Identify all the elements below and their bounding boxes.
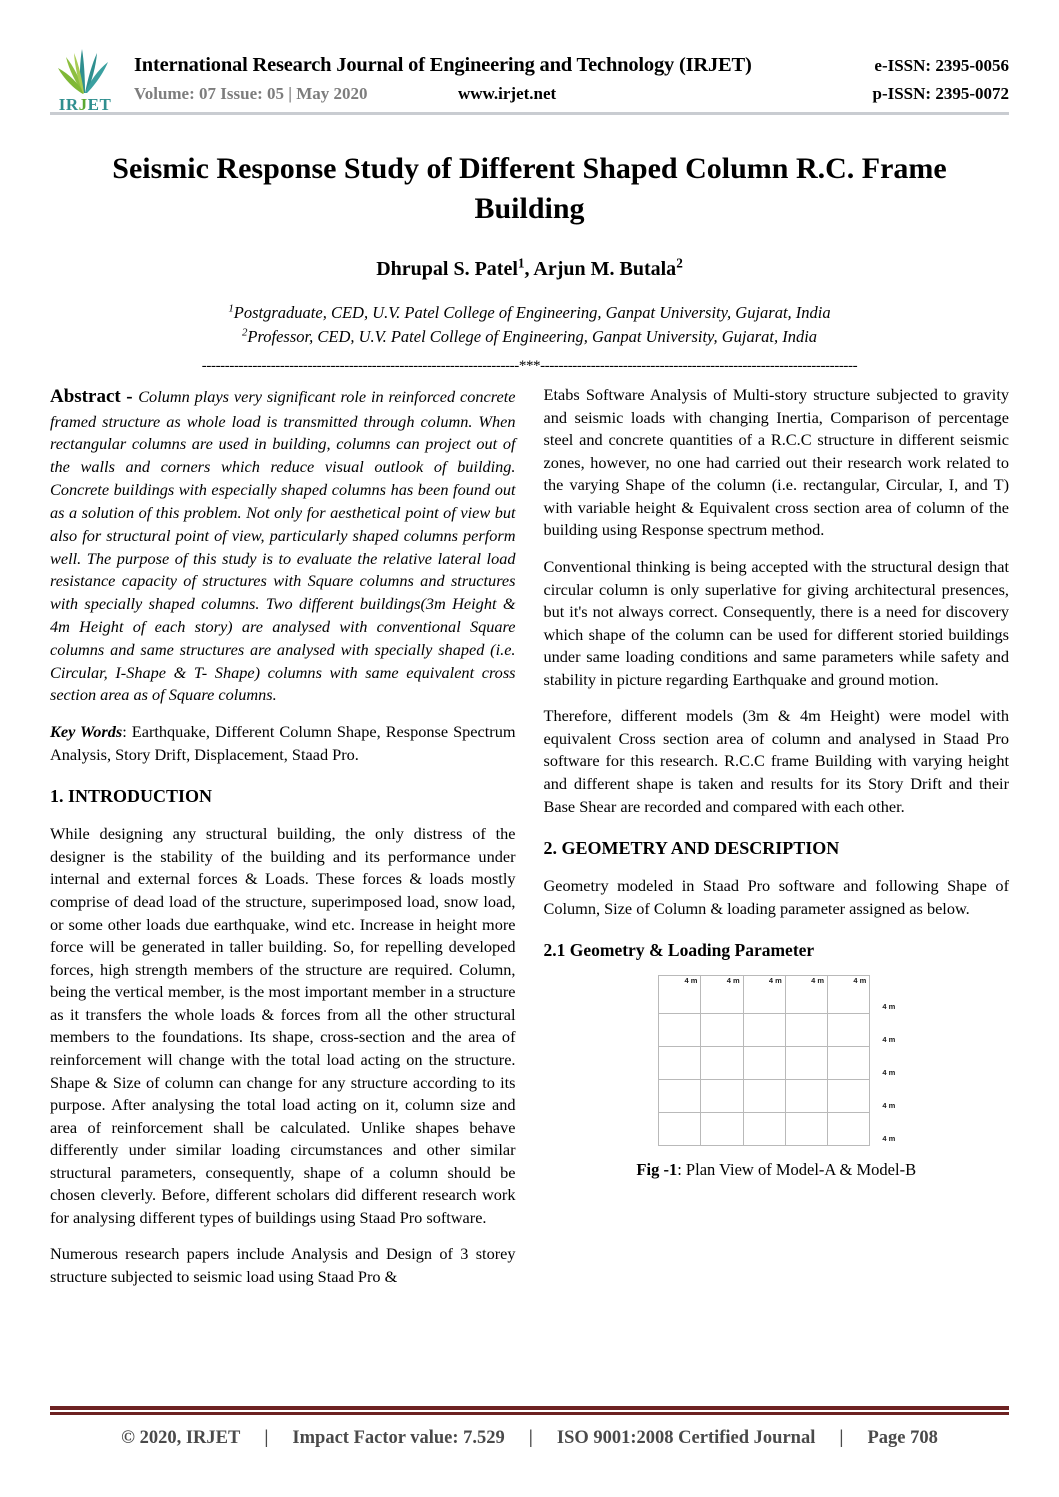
- figure-1-caption: [544, 1160, 1010, 1180]
- footer-impact-factor: Impact Factor value: 7.529: [292, 1428, 505, 1448]
- right-paragraph-2: Conventional thinking is being accepted with the structural design that circular column is only superlative for giving architectural presences, but it's not always correct. Consequently, there is a need for discovery which shape of the column can be used for different storied buildings under same loading conditions and same parameters while safety and stability in picture regarding Earthquake and ground motion.: [543, 556, 1009, 689]
- section-heading-geometry: 2. GEOMETRY AND DESCRIPTION: [543, 838, 840, 859]
- keywords-label: Key Words: [50, 722, 123, 742]
- grid-cell: [659, 1047, 701, 1080]
- grid-row: [659, 976, 870, 1014]
- affiliation-1-text: Postgraduate, CED, U.V. Patel College of Engineering, Ganpat University, Gujarat, India: [233, 303, 831, 323]
- page-footer: [50, 1406, 1009, 1449]
- grid-cell: [743, 976, 785, 1014]
- header-row-title: [134, 54, 1009, 77]
- grid-cell: [701, 976, 743, 1014]
- grid-row-label: 4 m: [882, 1034, 896, 1044]
- irjet-logo: [50, 45, 120, 113]
- pissn-wrap: [824, 84, 1009, 104]
- right-paragraph-4: Geometry modeled in Staad Pro software and following Shape of Column, Size of Column & loading parameter assigned as below.: [543, 876, 1009, 918]
- journal-website-link[interactable]: www.irjet.net: [458, 84, 557, 103]
- grid-cell: [701, 1113, 743, 1146]
- grid-row-label: 4 m: [882, 1067, 896, 1077]
- header-row-volume: [134, 84, 1009, 104]
- grid-row: [659, 1047, 870, 1080]
- irjet-logo-text: [59, 96, 112, 113]
- affiliation-1: [50, 301, 1009, 324]
- pissn-label: p-ISSN: 2395-0072: [872, 84, 1009, 103]
- affiliation-2-text: Professor, CED, U.V. Patel College of Engineering, Ganpat University, Gujarat, India: [247, 326, 818, 346]
- eissn-label: e-ISSN: 2395-0056: [874, 56, 1009, 75]
- grid-row-label: 4 m: [882, 1133, 896, 1143]
- grid-cell: [659, 1014, 701, 1047]
- leaf-fan-icon: [54, 47, 116, 95]
- figure-1-caption-text: : Plan View of Model-A & Model-B: [677, 1160, 917, 1180]
- grid-cell: [659, 976, 701, 1014]
- header-divider: [50, 112, 1009, 115]
- grid-row: [659, 1080, 870, 1113]
- grid-cell: [785, 1113, 827, 1146]
- journal-title: International Research Journal of Engineering and Technology (IRJET): [134, 54, 752, 76]
- header-text-block: [120, 54, 1009, 104]
- grid-column-label: 4 m: [853, 976, 867, 986]
- grid-cell: [785, 976, 827, 1014]
- grid-column-label: 4 m: [811, 976, 824, 986]
- author-2-name: Arjun M. Butala: [533, 258, 677, 281]
- grid-table: [658, 975, 896, 1146]
- grid-cell: [701, 1014, 743, 1047]
- author-1-name: Dhrupal S. Patel: [376, 258, 518, 281]
- grid-cell: [828, 1080, 896, 1113]
- abstract-paragraph: [50, 384, 516, 707]
- volume-issue-label: Volume: 07 Issue: 05 | May 2020: [134, 84, 368, 103]
- intro-paragraph-1: While designing any structural building, the only distress of the designer is the stability of the building and its performance under internal and external forces & Loads. These forces & loads mostly comprise of dead load of the structure, superimposed load, snow load, or some other loads due earthquake, wind etc. Increase in height more force will be generated in taller building. So, for repelling developed forces, high strength members of the structure are required. Column, being the vertical member, is the most important member in a structure as it transfers the whole loads & forces from all the other structural members to the foundations. Its shape, cross-section and the area of reinforcement will change with the total load acting on the structure. Shape & Size of column can change for any structure according to its purpose. After analysing the total load acting on it, column size and area of reinforcement shall be calculated. Unlike shapes behave differently under similar loading circumstances and other similar structural parameters, consequently, shape of a column should be chosen cleverly. Before, different scholars did different research work for analysing different types of buildings using Staad Pro software.: [50, 824, 516, 1227]
- grid-cell: [828, 1014, 896, 1047]
- page-title: Seismic Response Study of Different Shaped Column R.C. Frame Building: [112, 152, 947, 225]
- footer-page-number: Page 708: [867, 1428, 938, 1448]
- section-heading-introduction: 1. INTRODUCTION: [50, 786, 213, 807]
- grid-column-label: 4 m: [768, 976, 782, 986]
- figure-1-label: Fig -1: [636, 1160, 678, 1180]
- intro-paragraph-2: Numerous research papers include Analysis and Design of 3 storey structure subjected to seismic load using Staad Pro &: [50, 1244, 516, 1286]
- footer-content: [50, 1415, 1009, 1449]
- grid-cell: [785, 1014, 827, 1047]
- grid-cell: [701, 1047, 743, 1080]
- grid-cell: [743, 1047, 785, 1080]
- abstract-text: Column plays very significant role in reinforced concrete framed structure as whole load is transmitted through column. When rectangular columns are used in building, columns can project out of the walls and corners which reduce visual outlook of building. Concrete buildings with especially shaped columns has been found out as a solution of this problem. Not only for aesthetical point of view but also for structural point of view, particularly shaped columns perform well. The purpose of this study is to evaluate the relative lateral load resistance capacity of structures with Square columns and structures with specially shaped columns. Two different buildings(3m Height & 4m Height of each story) are analysed with conventional Square columns and same structures are analysed with specially shaped (i.e. Circular, I-Shape & T- Shape) columns with same equivalent cross section area as of Square columns.: [50, 387, 516, 705]
- author-separator: ,: [524, 258, 534, 281]
- journal-header: [50, 0, 1009, 114]
- grid-row-label: 4 m: [882, 1001, 896, 1011]
- grid-cell: [785, 1080, 827, 1113]
- author-2-superscript: 2: [676, 255, 683, 271]
- grid-row: [659, 1014, 870, 1047]
- grid-row: [659, 1113, 870, 1146]
- right-paragraph-1: Etabs Software Analysis of Multi-story structure subjected to gravity and seismic loads with changing Inertia, Comparison of percentage steel and concrete quantities of a R.C.C structure in different seismic zones, however, no one had carried out their research work related to the varying Shape of the column (i.e. rectangular, Circular, I, and T) with variable height & Equivalent cross section area of column of the building using Response spectrum method.: [543, 385, 1009, 540]
- grid-column-label: 4 m: [684, 976, 698, 986]
- affiliation-2: [50, 325, 1009, 348]
- grid-cell: [701, 1080, 743, 1113]
- two-column-body: [50, 384, 1009, 1303]
- keywords-paragraph: [50, 721, 516, 766]
- author-list: [50, 255, 1009, 281]
- grid-cell: [743, 1113, 785, 1146]
- logo-text-j: J: [78, 95, 88, 114]
- logo-text-ir: IR: [58, 95, 79, 114]
- keywords-text: : Earthquake, Different Column Shape, Response Spectrum Analysis, Story Drift, Displacement, Staad Pro.: [50, 722, 516, 764]
- footer-copyright: © 2020, IRJET: [121, 1428, 241, 1448]
- subsection-heading-geometry-loading: 2.1 Geometry & Loading Parameter: [543, 940, 815, 961]
- logo-text-et: ET: [87, 95, 112, 114]
- abstract-label: Abstract -: [50, 386, 139, 408]
- author-1-superscript: 1: [517, 255, 525, 271]
- affiliation-1-superscript: 1: [228, 302, 234, 315]
- right-column: [544, 384, 1010, 1303]
- footer-separator-1: |: [264, 1428, 269, 1448]
- grid-cell: [659, 1113, 701, 1146]
- grid-row-label: 4 m: [882, 1100, 896, 1110]
- left-column: [50, 384, 516, 1303]
- affiliations: [50, 301, 1009, 348]
- grid-cell: [828, 1113, 896, 1146]
- plan-view-grid: [650, 975, 902, 1146]
- grid-column-label: 4 m: [726, 976, 740, 986]
- star-divider: ---------------------------------------------------------------------***---------------------------------------------------------------------: [201, 358, 858, 375]
- grid-cell: [828, 1047, 896, 1080]
- grid-cell: [785, 1047, 827, 1080]
- figure-1-block: [544, 975, 1010, 1180]
- grid-cell: [659, 1080, 701, 1113]
- affiliation-2-superscript: 2: [241, 326, 248, 339]
- right-paragraph-3: Therefore, different models (3m & 4m Height) were model with equivalent Cross section area of column and analysed in Staad Pro software for this research. R.C.C frame Building with varying height and different shape is taken and results for its Story Drift and their Base Shear are recorded and compared with each other.: [543, 706, 1009, 816]
- footer-separator-3: |: [839, 1428, 844, 1448]
- footer-certification: ISO 9001:2008 Certified Journal: [556, 1428, 816, 1448]
- grid-cell: [743, 1080, 785, 1113]
- grid-cell: [743, 1014, 785, 1047]
- footer-separator-2: |: [528, 1428, 533, 1448]
- grid-cell: [828, 976, 896, 1014]
